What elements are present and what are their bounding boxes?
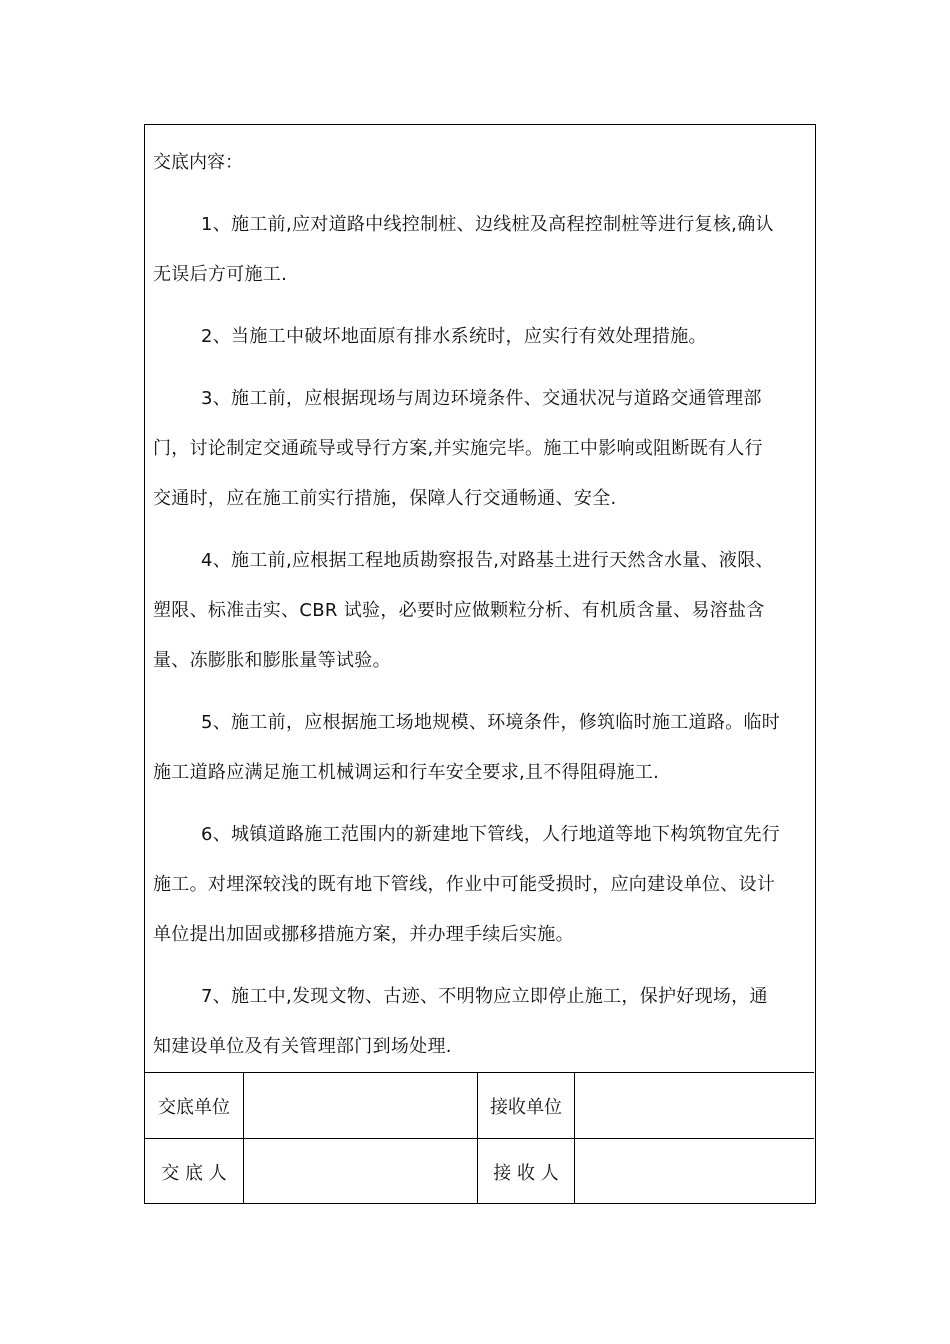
signature-row-units [145,1073,814,1138]
paragraph-5-line-2: 施工道路应满足施工机械调运和行车安全要求,且不得阻碍施工. [153,762,660,783]
label-handover-unit: 交底单位 [145,1073,244,1138]
paragraph-5-line-1: 5、施工前，应根据施工场地规模、环境条件，修筑临时施工道路。临时 [201,712,781,733]
receiving-person-field[interactable] [575,1139,814,1204]
paragraph-4-line-2: 塑限、标准击实、CBR 试验，必要时应做颗粒分析、有机质含量、易溶盐含 [153,600,765,621]
paragraph-3-line-3: 交通时，应在施工前实行措施，保障人行交通畅通、安全. [153,488,617,509]
label-handover-person: 交 底 人 [145,1139,244,1204]
content-title: 交底内容： [153,152,243,173]
label-receiving-unit: 接收单位 [478,1073,575,1138]
handover-table [144,124,816,1204]
paragraph-1-line-1: 1、施工前,应对道路中线控制桩、边线桩及高程控制桩等进行复核,确认 [201,214,774,235]
signature-row-persons [145,1138,814,1204]
paragraph-6-line-2: 施工。对埋深较浅的既有地下管线，作业中可能受损时，应向建设单位、设计 [153,874,776,895]
handover-unit-field[interactable] [244,1073,478,1138]
paragraph-4-line-1: 4、施工前,应根据工程地质勘察报告,对路基土进行天然含水量、液限、 [201,550,774,571]
receiving-unit-field[interactable] [575,1073,814,1138]
paragraph-1-line-2: 无误后方可施工. [153,264,288,285]
paragraph-4-line-3: 量、冻膨胀和膨胀量等试验。 [153,650,391,671]
paragraph-7-line-1: 7、施工中,发现文物、古迹、不明物应立即停止施工，保护好现场，通 [201,986,768,1007]
signature-section [145,1072,814,1203]
content-cell [145,125,814,1072]
label-receiving-person: 接 收 人 [478,1139,575,1204]
paragraph-2-line-1: 2、当施工中破坏地面原有排水系统时，应实行有效处理措施。 [201,326,707,347]
handover-person-field[interactable] [244,1139,478,1204]
paragraph-3-line-1: 3、施工前，应根据现场与周边环境条件、交通状况与道路交通管理部 [201,388,762,409]
paragraph-6-line-1: 6、城镇道路施工范围内的新建地下管线，人行地道等地下构筑物宜先行 [201,824,781,845]
paragraph-7-line-2: 知建设单位及有关管理部门到场处理. [153,1036,452,1057]
paragraph-3-line-2: 门，讨论制定交通疏导或导行方案,并实施完毕。施工中影响或阻断既有人行 [153,438,763,459]
paragraph-6-line-3: 单位提出加固或挪移措施方案，并办理手续后实施。 [153,924,574,945]
